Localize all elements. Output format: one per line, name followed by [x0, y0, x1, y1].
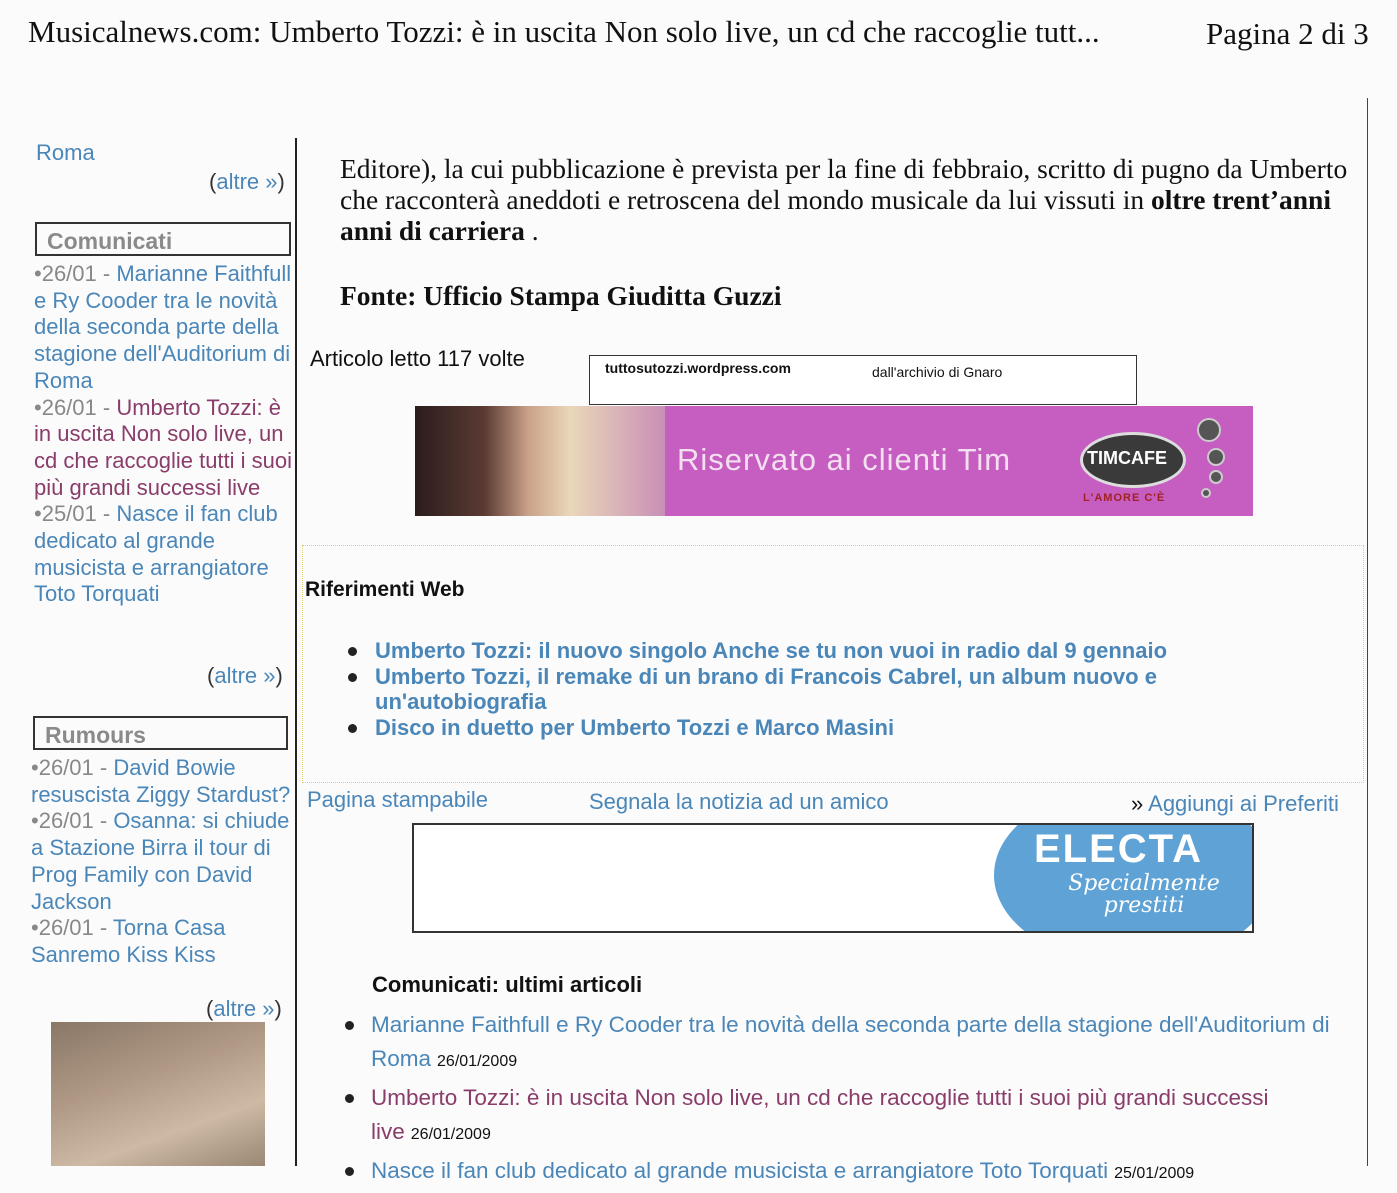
- banner-text: Riservato ai clienti Tim: [677, 442, 1012, 477]
- comunicati-item[interactable]: •25/01 - Nasce il fan club dedicato al grande musicista e arrangiatore Toto Torquati: [34, 501, 278, 607]
- timcafe-logo-text: TIMCAFE: [1087, 448, 1167, 468]
- logo-dot: [1209, 470, 1223, 484]
- electa-brand: ELECTA: [1034, 827, 1204, 871]
- comunicati-heading: Comunicati: [35, 222, 291, 256]
- banner-photo: [415, 406, 665, 516]
- sidebar-photo[interactable]: [51, 1022, 265, 1166]
- latest-articles-list: [345, 1008, 1345, 1193]
- altre-link-top[interactable]: (altre »): [209, 169, 285, 194]
- logo-dot: [1197, 418, 1221, 442]
- web-reference-link[interactable]: Umberto Tozzi: il nuovo singolo Anche se tu non vuoi in radio dal 9 gennaio: [345, 638, 1245, 664]
- printable-page-link[interactable]: Pagina stampabile: [307, 787, 489, 812]
- web-reference-link[interactable]: Umberto Tozzi, il remake di un brano di Francois Cabrel, un album nuovo e un'autobiografia: [345, 664, 1245, 715]
- read-count: Articolo letto 117 volte: [310, 346, 525, 371]
- comunicati-item[interactable]: •26/01 - Umberto Tozzi: è in uscita Non solo live, un cd che raccoglie tutti i suoi più grandi successi live: [34, 394, 293, 500]
- comunicati-item[interactable]: •26/01 - Marianne Faithfull e Ry Cooder tra le novità della seconda parte della stagione dell'Auditorium di Roma: [34, 261, 292, 393]
- page-right-border: [1367, 98, 1368, 1166]
- altre-link-comunicati[interactable]: (altre »): [207, 663, 283, 688]
- tim-ad-banner[interactable]: [415, 406, 1253, 516]
- web-reference-link[interactable]: Disco in duetto per Umberto Tozzi e Marco Masini: [345, 715, 1245, 741]
- latest-article-item: Marianne Faithfull e Ry Cooder tra le novità della seconda parte della stagione dell'Auditorium di Roma 26/01/2009: [345, 1008, 1345, 1079]
- comunicati-list: [34, 261, 296, 608]
- logo-dot: [1207, 448, 1225, 466]
- send-to-friend-link[interactable]: Segnala la notizia ad un amico: [589, 789, 889, 814]
- page-header-title: Musicalnews.com: Umberto Tozzi: è in uscita Non solo live, un cd che raccoglie tutt...: [28, 14, 1100, 49]
- latest-article-item: Nasce il fan club dedicato al grande musicista e arrangiatore Toto Torquati 25/01/2009: [345, 1154, 1345, 1191]
- archive-site: tuttosutozzi.wordpress.com: [605, 360, 791, 376]
- electa-ad-banner[interactable]: [412, 823, 1254, 933]
- rumours-heading: Rumours: [33, 716, 288, 750]
- rumours-item[interactable]: •26/01 - David Bowie resuscista Ziggy Stardust?: [31, 755, 291, 807]
- article-paragraph: Editore), la cui pubblicazione è prevista per la fine di febbraio, scritto di pugno da Umberto che racconterà aneddoti e retroscena del mondo musicale da lui vissuti in oltre trent’anni anni di carriera .: [340, 153, 1348, 246]
- page-number: Pagina 2 di 3: [1206, 16, 1369, 51]
- rumours-item[interactable]: •26/01 - Torna Casa Sanremo Kiss Kiss: [31, 915, 226, 967]
- timcafe-logo-sub: L'AMORE C'È: [1083, 492, 1166, 504]
- web-references-title: Riferimenti Web: [305, 578, 465, 601]
- sidebar-item-roma[interactable]: Roma: [36, 140, 95, 165]
- web-references-list: [345, 638, 1245, 740]
- logo-dot: [1201, 488, 1211, 498]
- electa-tagline: Specialmente prestiti: [1068, 871, 1220, 918]
- add-favorites[interactable]: » Aggiungi ai Preferiti: [1131, 791, 1339, 816]
- article-source: Fonte: Ufficio Stampa Giuditta Guzzi: [340, 280, 782, 311]
- altre-link-rumours[interactable]: (altre »): [206, 996, 282, 1021]
- latest-articles-title: Comunicati: ultimi articoli: [372, 972, 643, 997]
- rumours-list: [31, 755, 293, 969]
- archive-note: dall'archivio di Gnaro: [872, 364, 1003, 380]
- rumours-item[interactable]: •26/01 - Osanna: si chiude a Stazione Birra il tour di Prog Family con David Jackson: [31, 808, 290, 914]
- latest-article-item: Umberto Tozzi: è in uscita Non solo live, un cd che raccoglie tutti i suoi più grandi successi live 26/01/2009: [345, 1081, 1345, 1152]
